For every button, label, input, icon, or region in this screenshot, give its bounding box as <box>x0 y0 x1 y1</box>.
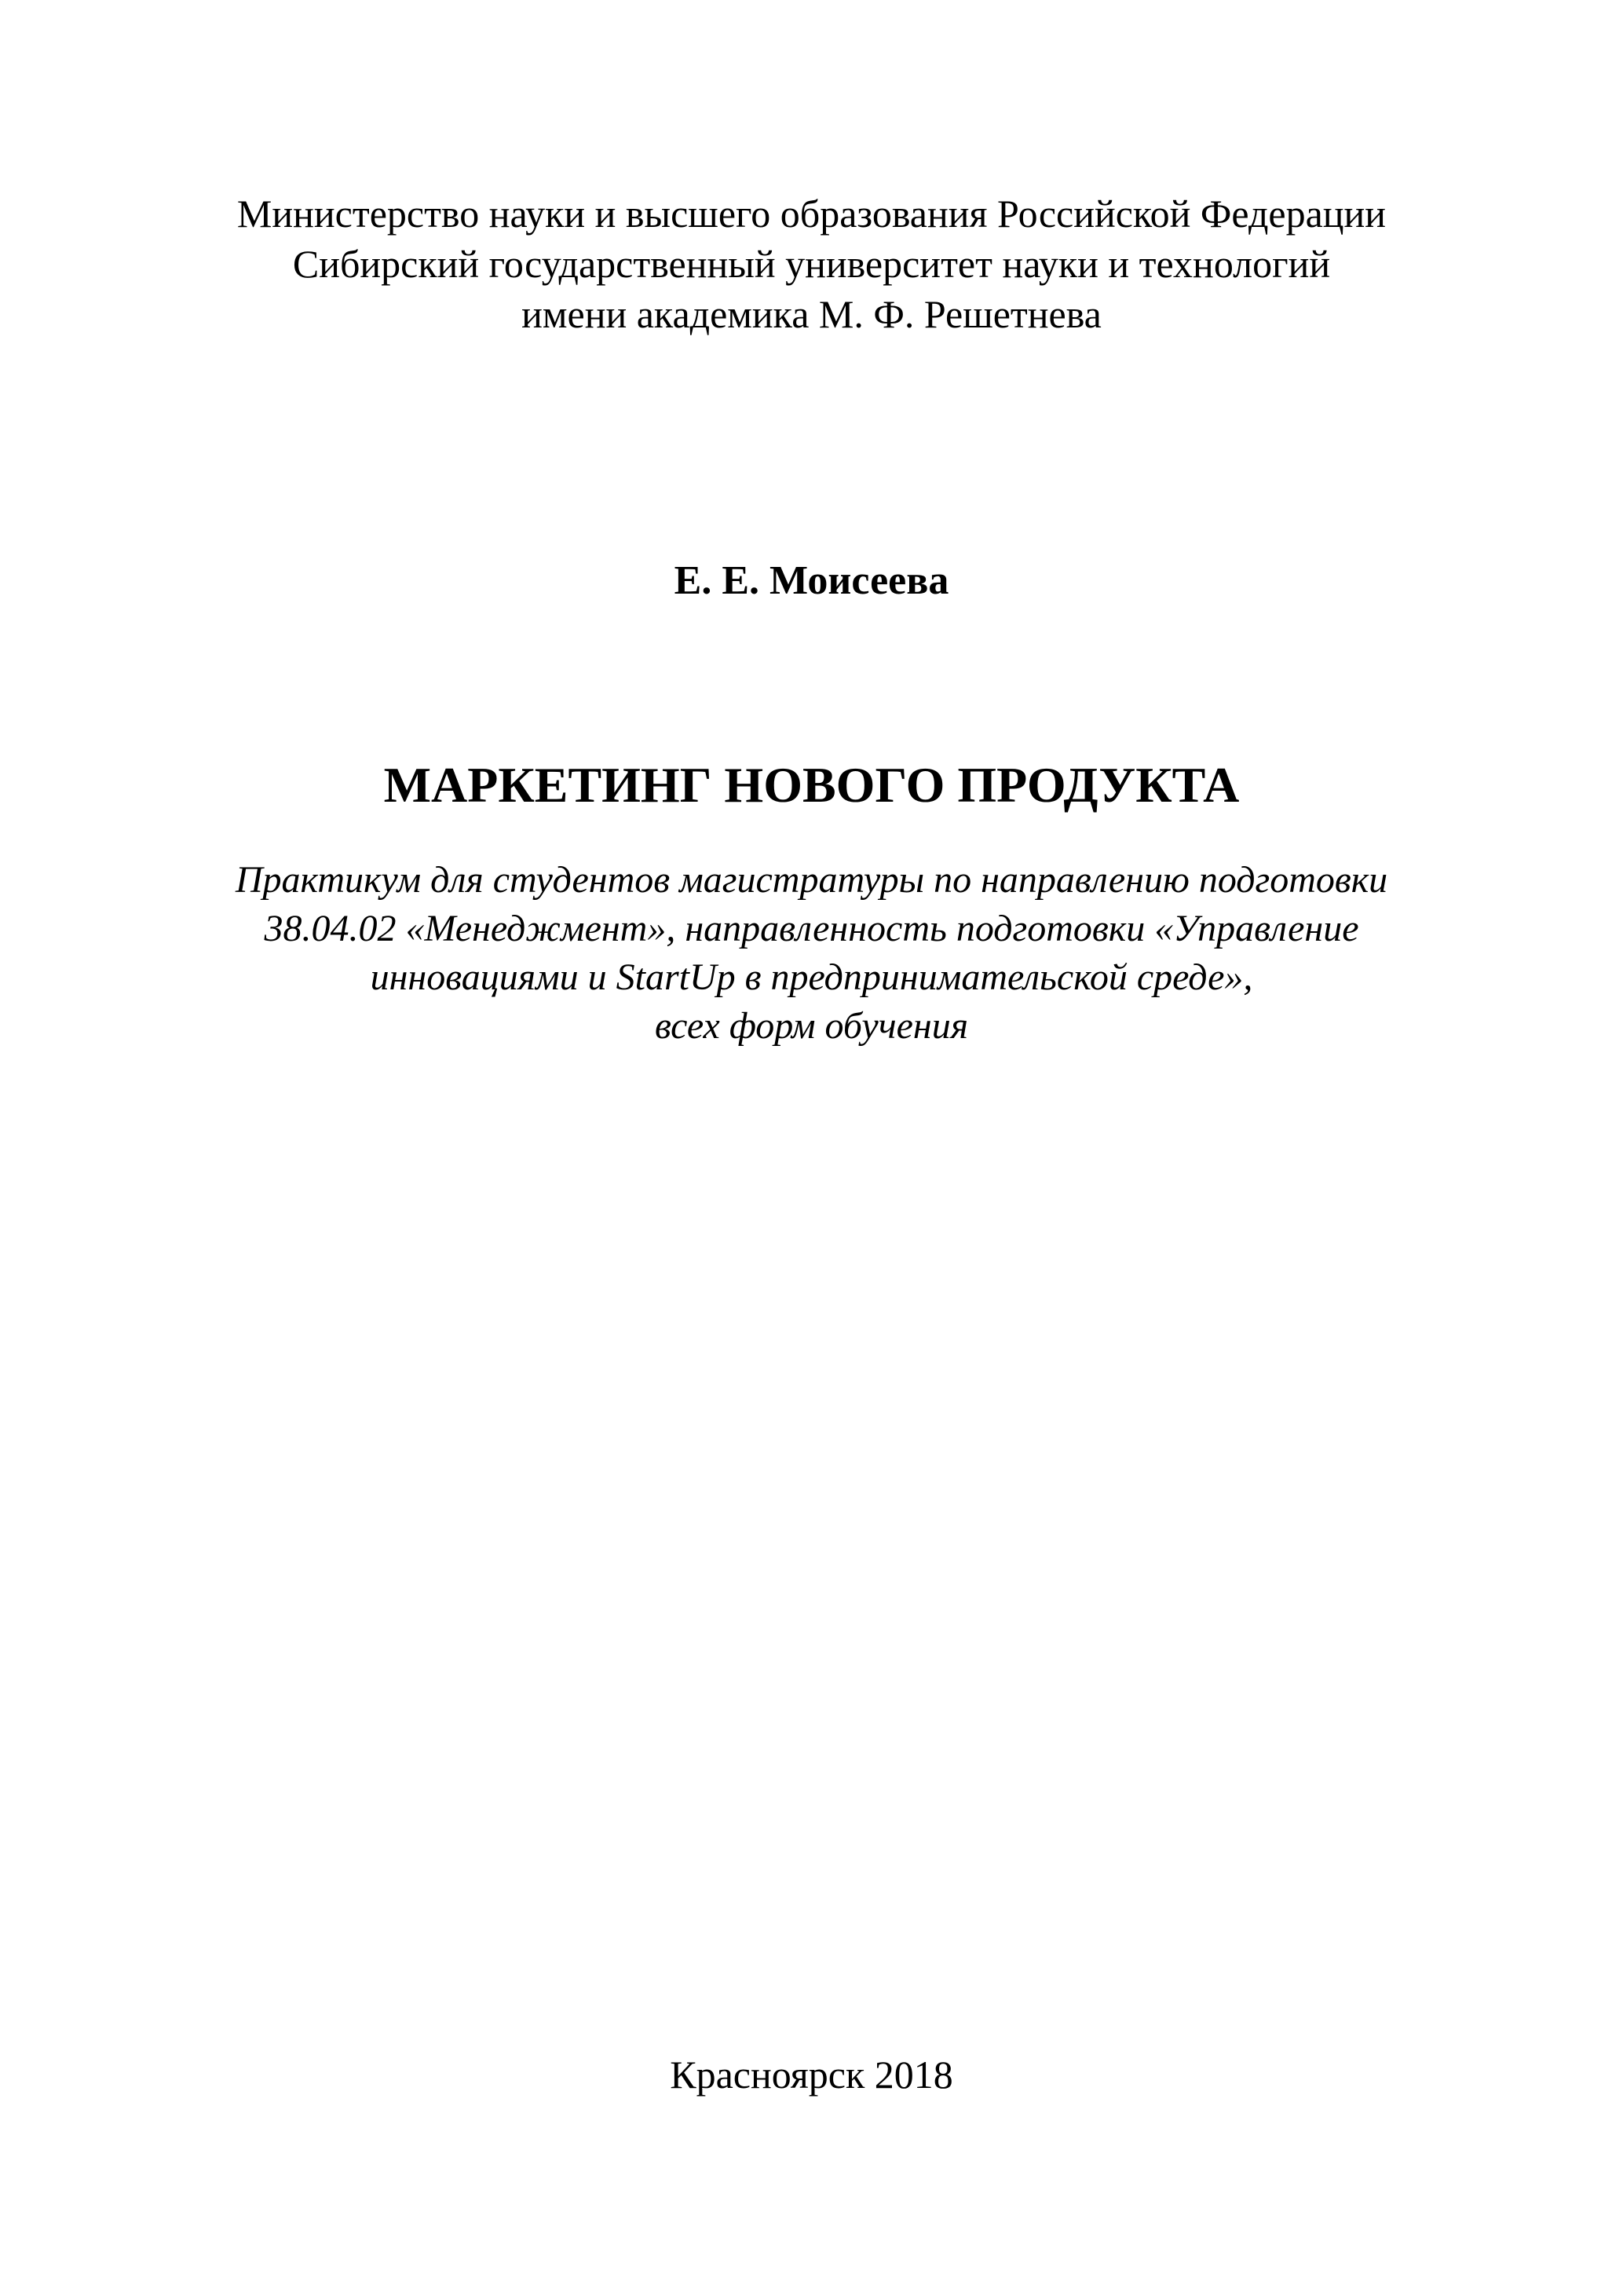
subtitle-line-3: инновациями и StartUp в предпринимательской среде», <box>370 956 1253 998</box>
ministry-line: Министерство науки и высшего образования Российской Федерации <box>236 192 1387 236</box>
subtitle-line-2: 38.04.02 «Менеджмент», направленность подготовки «Управление <box>264 908 1359 949</box>
subtitle-line-1: Практикум для студентов магистратуры по направлению подготовки <box>235 859 1388 901</box>
university-name-line: имени академика М. Ф. Решетнева <box>521 292 1102 336</box>
university-line: Сибирский государственный университет науки и технологий <box>292 242 1331 286</box>
city-year: Красноярск 2018 <box>670 2053 953 2097</box>
document-title: МАРКЕТИНГ НОВОГО ПРОДУКТА <box>383 757 1240 813</box>
document-subtitle <box>0 856 1623 1051</box>
author-name: Е. Е. Моисеева <box>674 558 949 603</box>
subtitle-line-4: всех форм обучения <box>654 1005 969 1047</box>
organization-header <box>0 188 1623 339</box>
